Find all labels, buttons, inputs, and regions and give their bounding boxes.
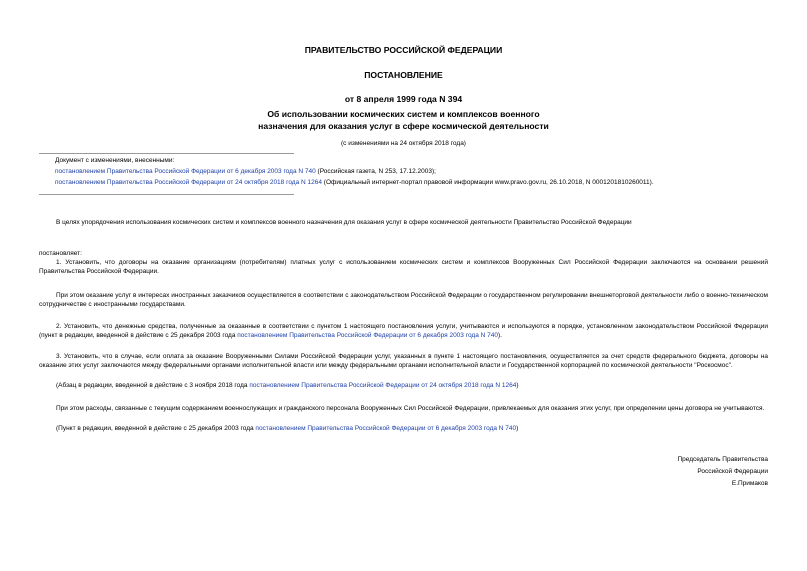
changes-entry-2-source: (Официальный интернет-портал правовой информации www.pravo.gov.ru, 26.10.2018, N 0001201810260011). [321,179,654,186]
divider-bottom [39,194,294,195]
amendment-link-740[interactable]: постановлением Правительства Российской Федерации от 6 декабря 2003 года N 740 [55,168,316,175]
document-type-heading: ПОСТАНОВЛЕНИЕ [364,70,443,80]
changes-entry-1-source: (Российская газета, N 253, 17.12.2003); [315,168,436,175]
paragraph-1-second: При этом оказание услуг в интересах иностранных заказчиков осуществляется в соответствии с законодательством Российской Федерации о государственном регулировании внешнеторговой деятельности либо о военно-техническом сотрудничестве с иностранными государствами. [39,292,768,308]
paragraph-2-text: 2. Установить, что денежные средства, полученные за оказанные в соответствии с пунктом 1 настоящего постановления услуги, учитываются и используются в порядке, установленном законодательством Российской Федерации (пункт в редакции, введенной в действие с 25 декабря 2003 года [39,323,768,339]
paragraph-3-note-end: ) [516,382,519,389]
paragraph-2 [39,323,768,340]
amendment-link-1264[interactable]: постановлением Правительства Российской Федерации от 24 октября 2018 года N 1264 [55,179,322,186]
date-number-heading: от 8 апреля 1999 года N 394 [344,94,463,104]
preamble: В целях упорядочения использования космических систем и комплексов военного назначения для оказания услуг в сфере космической деятельности Правительство Российской Федерации [56,219,632,226]
signature-name: Е.Примаков [731,479,768,487]
paragraph-2-end: ). [497,331,502,339]
resolves-word: постановляет: [39,250,82,257]
document-title [0,109,807,132]
paragraph-3-second-note [56,425,518,433]
edition-note: (с изменениями на 24 октября 2018 года) [341,140,466,147]
paragraph-3-note-link[interactable]: постановлением Правительства Российской Федерации от 24 октября 2018 года N 1264 [249,382,517,389]
document-title-line-1: Об использовании космических систем и комплексов военного [267,109,540,119]
government-heading: ПРАВИТЕЛЬСТВО РОССИЙСКОЙ ФЕДЕРАЦИИ [304,45,503,55]
paragraph-3-second: При этом расходы, связанные с текущим содержанием военнослужащих и гражданского персонала Вооруженных Сил Российской Федерации, привлекаемых для оказания этих услуг, при определении цены договора не учитываются. [56,405,765,412]
paragraph-3: 3. Установить, что в случае, если оплата за оказание Вооруженными Силами Российской Федерации услуг, указанных в пункте 1 настоящего постановления, осуществляется за счет средств федерального бюджета, договоры на оказание этих услуг заключаются между федеральными органами исполнительной власти или между федеральными органами исполнительной власти и Государственной корпорацией по космической деятельности "Роскосмос". [39,353,768,369]
signature-position: Председатель Правительства [677,456,768,463]
paragraph-1: 1. Установить, что договоры на оказание организациям (потребителям) платных услуг с использованием космических систем и комплексов Вооруженных Сил Российской Федерации заключаются на основании решений Правительства Российской Федерации. [39,259,768,275]
paragraph-3-note-text: (Абзац в редакции, введенной в действие с 3 ноября 2018 года [56,382,250,389]
paragraph-3-second-note-link[interactable]: постановлением Правительства Российской Федерации от 6 декабря 2003 года N 740 [255,425,517,432]
signature-organization: Российской Федерации [697,467,768,475]
changes-entry-1 [55,168,436,176]
paragraph-2-link[interactable]: постановлением Правительства Российской Федерации от 6 декабря 2003 года N 740 [237,331,498,339]
paragraph-3-second-note-text: (Пункт в редакции, введенной в действие с 25 декабря 2003 года [56,425,256,432]
divider-top [39,153,294,154]
document-title-line-2: назначения для оказания услуг в сфере космической деятельности [258,120,549,131]
changes-entry-2 [55,179,654,187]
paragraph-3-note [56,382,518,390]
paragraph-3-second-note-end: ) [516,425,519,432]
signature-block [677,454,768,489]
changes-intro: Документ с изменениями, внесенными: [55,157,175,164]
